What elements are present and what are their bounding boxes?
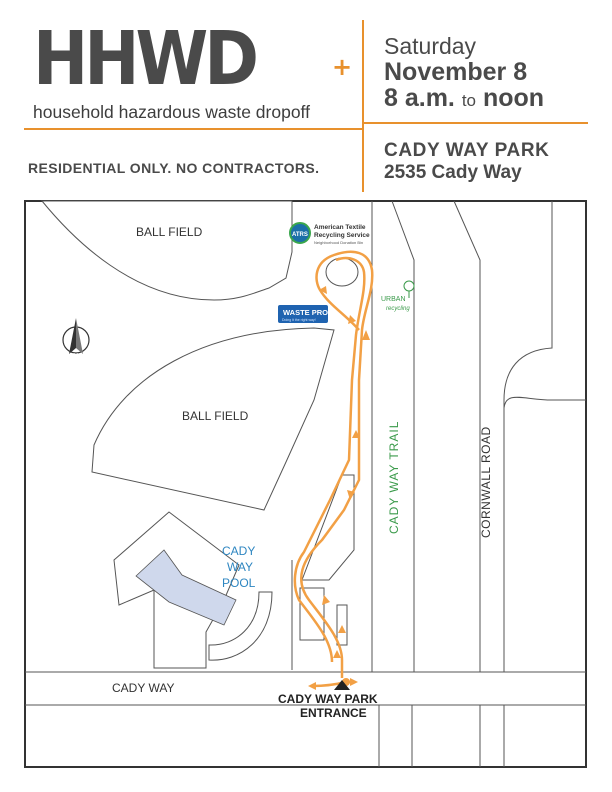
- header-vertical-divider: [362, 20, 364, 192]
- site-map: [24, 200, 587, 768]
- logo-plus-sign: +: [332, 53, 353, 81]
- pool-label-line1: CADY: [222, 544, 256, 558]
- event-day: Saturday: [384, 33, 477, 59]
- header-right-divider: [362, 122, 588, 124]
- time-end: noon: [482, 84, 545, 112]
- event-date: November 8: [384, 58, 528, 86]
- waste-pro-text: WASTE PRO: [283, 308, 329, 317]
- location-name: CADY WAY PARK: [384, 140, 550, 161]
- residential-notice: RESIDENTIAL ONLY. NO CONTRACTORS.: [28, 160, 320, 176]
- header-left-divider: [24, 128, 362, 130]
- logo-wordmark: HHWD: [33, 15, 256, 102]
- atrs-tagline: Neighborhood Donation Bin: [314, 240, 364, 245]
- cornwall-road-label: CORNWALL ROAD: [479, 426, 493, 538]
- waste-pro-tagline: Doing it the right way!: [282, 318, 316, 322]
- entrance-label-line1: CADY WAY PARK: [278, 692, 378, 706]
- map-border: [25, 201, 586, 767]
- time-to: to: [461, 91, 477, 110]
- atrs-name-line2: Recycling Service: [314, 232, 370, 239]
- logo-subtitle: household hazardous waste dropoff: [33, 102, 310, 122]
- atrs-badge-text: ATRS: [292, 232, 308, 238]
- ball-field-top-label: BALL FIELD: [136, 225, 203, 239]
- pool-label-line2: WAY: [227, 560, 253, 574]
- ball-field-middle-label: BALL FIELD: [182, 409, 249, 423]
- location-address: 2535 Cady Way: [384, 162, 522, 183]
- atrs-name-line1: American Textile: [314, 224, 366, 231]
- north-arrow-label: N: [73, 353, 79, 360]
- urban-logo-text: URBAN: [381, 296, 406, 303]
- urban-logo-subtext: recycling: [386, 306, 410, 312]
- event-time: [384, 84, 544, 113]
- cady-way-label: CADY WAY: [112, 681, 175, 695]
- pool-label-line3: POOL: [222, 576, 256, 590]
- cady-way-trail-label: CADY WAY TRAIL: [387, 420, 401, 534]
- time-start: 8 a.m.: [384, 84, 455, 112]
- loop-island: [326, 258, 358, 286]
- entrance-label-line2: ENTRANCE: [300, 706, 367, 720]
